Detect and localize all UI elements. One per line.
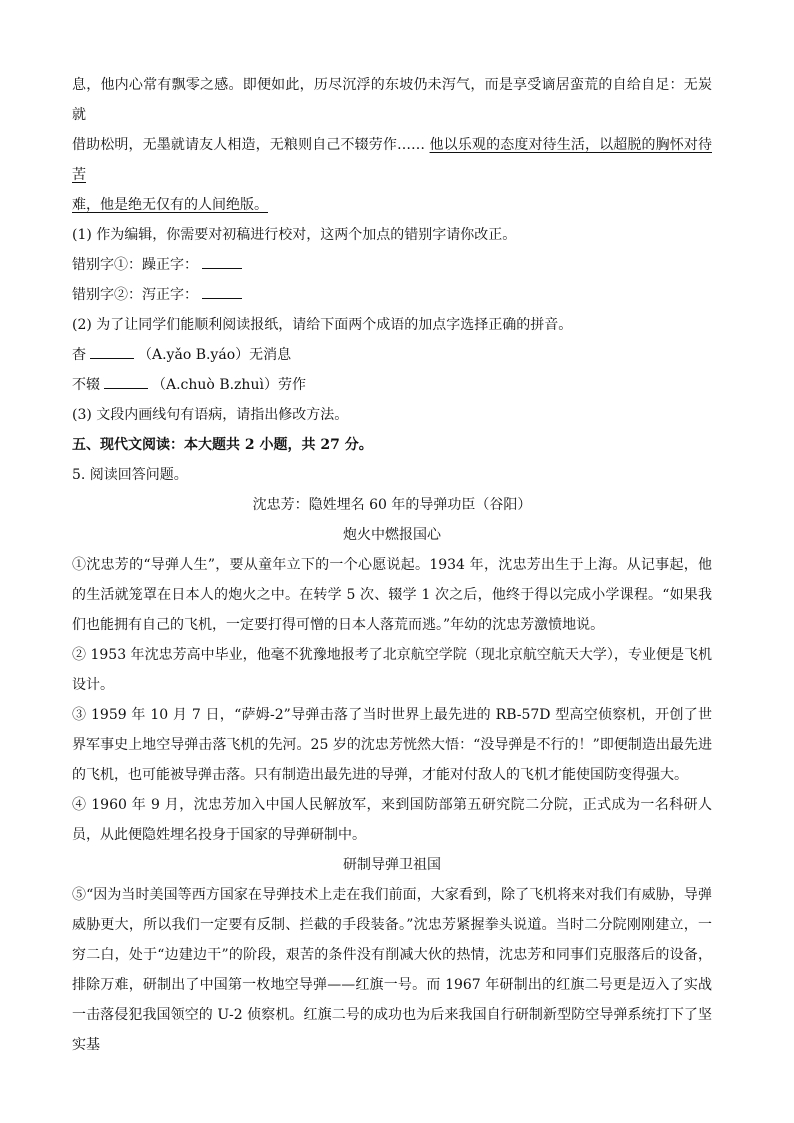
article-title: 沈忠芳：隐姓埋名 60 年的导弹功臣（谷阳）: [252, 497, 532, 513]
answer-blank[interactable]: [202, 254, 242, 269]
intro-line-1: 息，他内心常有飘零之感。即便如此，历尽沉浮的东坡仍未泻气，而是享受谪居蛮荒的自给自足：无炭就: [72, 77, 712, 123]
question-2-item-2-word: 不辍: [72, 377, 100, 393]
question-2-prompt: (2) 为了让同学们能顺利阅读报纸，请给下面两个成语的加点字选择正确的拼音。: [72, 317, 573, 333]
article-paragraph-3: ③ 1959 年 10 月 7 日，“萨姆-2”导弹击落了当时世界上最先进的 RB-57D 型高空侦察机，开创了世界军事史上地空导弹击落飞机的先河。25 岁的沈忠芳恍然大悟：“没导弹是不行的！”即便制造出最先进的飞机，也可能被导弹击落。只有制造出最先进的导弹，才能对付敌人的飞机才能使国防变得强大。: [72, 707, 712, 783]
underlined-sentence-part-1: 他以乐观的态度对待生活，以超脱的胸怀对待苦: [72, 137, 712, 183]
question-1-prompt: (1) 作为编辑，你需要对初稿进行校对，这两个加点的错别字请你改正。: [72, 227, 517, 243]
section-5-heading: 五、现代文阅读：本大题共 2 小题，共 27 分。: [72, 437, 373, 453]
question-1-item-2-text: 错别字②：泻正字：: [72, 287, 198, 303]
question-1-item-2: [72, 280, 712, 310]
question-2-item-1-word: 杳: [72, 347, 86, 363]
answer-blank[interactable]: [202, 284, 242, 299]
article-subtitle-1: 炮火中燃报国心: [343, 527, 441, 543]
question-2-item-2: [72, 370, 712, 400]
question-2-item-2-options: （A.chuò B.zhuì）劳作: [152, 377, 306, 393]
answer-blank[interactable]: [104, 374, 148, 389]
article-paragraph-2: ② 1953 年沈忠芳高中毕业，他毫不犹豫地报考了北京航空学院（现北京航空航天大学），专业便是飞机设计。: [72, 647, 712, 693]
article-paragraph-5: ⑤“因为当时美国等西方国家在导弹技术上走在我们前面，大家看到，除了飞机将来对我们有威胁，导弹威胁更大，所以我们一定要有反制、拦截的手段装备。”沈忠芳紧握拳头说道。当时二分院刚刚建立，一穷二白，处于“边建边干”的阶段，艰苦的条件没有削减大伙的热情，沈忠芳和同事们克服落后的设备，排除万难，研制出了中国第一枚地空导弹——红旗一号。而 1967 年研制出的红旗二号更是迈入了实战一击落侵犯我国领空的 U-2 侦察机。红旗二号的成功也为后来我国自行研制新型防空导弹系统打下了坚实基: [72, 887, 712, 1053]
article-subtitle-2: 研制导弹卫祖国: [343, 857, 441, 873]
question-1-item-1: [72, 250, 712, 280]
question-2-item-1: [72, 340, 712, 370]
underlined-sentence-part-2: 难，他是绝无仅有的人间绝版。: [72, 197, 268, 213]
article-paragraph-4: ④ 1960 年 9 月，沈忠芳加入中国人民解放军，来到国防部第五研究院二分院，正式成为一名科研人员，从此便隐姓埋名投身于国家的导弹研制中。: [72, 797, 712, 843]
intro-line-2: 借助松明，无墨就请友人相造，无粮则自己不辍劳作……: [72, 137, 430, 153]
question-5-label: 5. 阅读回答问题。: [72, 467, 188, 483]
question-3-prompt: (3) 文段内画线句有语病，请指出修改方法。: [72, 407, 349, 423]
question-1-item-1-text: 错别字①：躁正字：: [72, 257, 198, 273]
intro-paragraph: [72, 70, 712, 220]
question-2-item-1-options: （A.yǎo B.yáo）无消息: [138, 347, 292, 363]
article-paragraph-1: ①沈忠芳的“导弹人生”，要从童年立下的一个心愿说起。1934 年，沈忠芳出生于上海。从记事起，他的生活就笼罩在日本人的炮火之中。在转学 5 次、辍学 1 次之后，他终于得以完成小学课程。“如果我们也能拥有自己的飞机，一定要打得可憎的日本人落荒而逃。”年幼的沈忠芳激愤地说。: [72, 557, 712, 633]
answer-blank[interactable]: [90, 344, 134, 359]
